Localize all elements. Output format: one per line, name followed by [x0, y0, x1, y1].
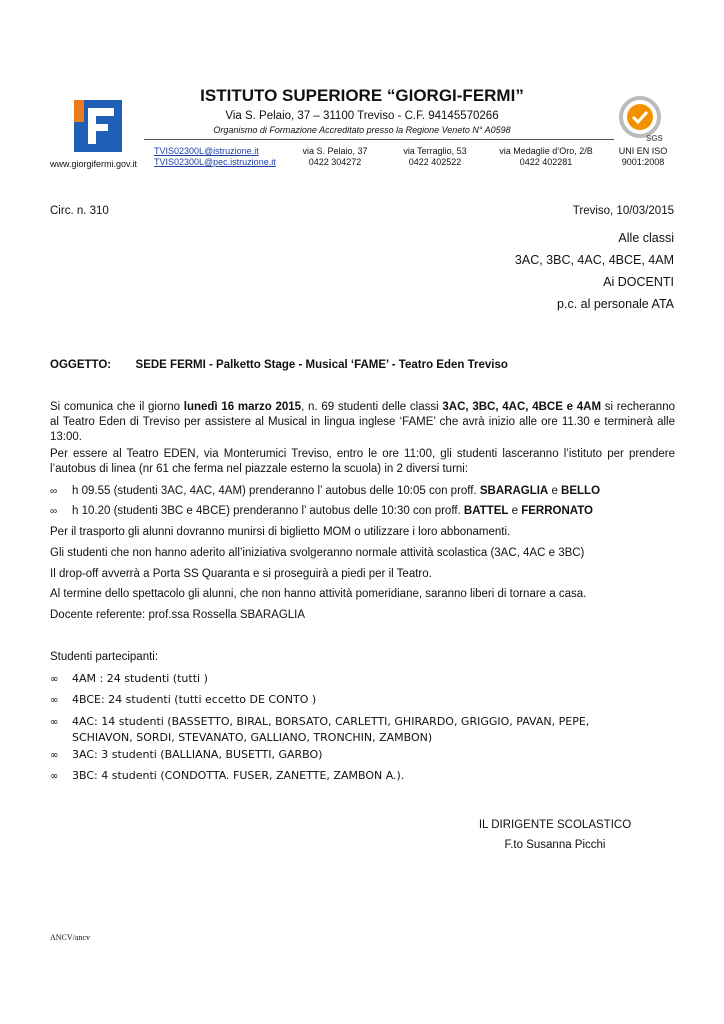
- iso-certification: [612, 146, 674, 168]
- body-line: Per il trasporto gli alunni dovranno munirsi di biglietto MOM o utilizzare i loro abbonamenti.: [50, 526, 511, 538]
- student-list-item: ∞ 4AM : 24 studenti (tutti ): [50, 672, 208, 685]
- recipient-line: Ai DOCENTI: [603, 275, 674, 289]
- bullet-icon: ∞: [50, 695, 59, 706]
- site-street: via Terraglio, 53: [403, 146, 467, 156]
- student-list-item: ∞ 4BCE: 24 studenti (tutti eccetto DE CONTO ): [50, 693, 317, 706]
- student-list-item: ∞ 3AC: 3 studenti (BALLIANA, BUSETTI, GARBO): [50, 748, 323, 761]
- event-date: lunedì 16 marzo 2015: [183, 401, 302, 413]
- body-line: Al termine dello spettacolo gli alunni, che non hanno attività pomeridiane, saranno liberi di tornare a casa.: [50, 588, 587, 600]
- document-date: Treviso, 10/03/2015: [572, 205, 674, 217]
- bullet-icon: ∞: [50, 717, 59, 728]
- bullet-icon: ∞: [50, 506, 58, 517]
- student-list-continuation: SCHIAVON, SORDI, STEVANATO, GALLIANO, TRONCHIN, ZAMBON): [72, 731, 433, 744]
- school-address: Via S. Pelaio, 37 – 31100 Treviso - C.F. 94145570266: [225, 110, 499, 122]
- transport-paragraph: Per essere al Teatro EDEN, via Monterumici Treviso, entro le ore 11:00, gli studenti lasceranno l’istituto per prendere l’autobus di linea (nr 61 che ferma nel piazzale esterno la scuola) in 2 diversi turni:: [50, 448, 675, 475]
- student-list-item: ∞ 4AC: 14 studenti (BASSETTO, BIRAL, BORSATO, CARLETTI, GHIRARDO, GRIGGIO, PAVAN, PEPE,: [50, 715, 590, 728]
- cert-line-2: 9001:2008: [621, 157, 665, 167]
- site-street: via S. Pelaio, 37: [302, 146, 368, 156]
- students-title: Studenti partecipanti:: [50, 651, 159, 663]
- school-title: ISTITUTO SUPERIORE “GIORGI-FERMI”: [200, 86, 524, 105]
- recipient-line: 3AC, 3BC, 4AC, 4BCE, 4AM: [514, 253, 674, 267]
- site-phone: 0422 304272: [308, 157, 362, 167]
- bullet-icon: ∞: [50, 486, 58, 497]
- circular-number: Circ. n. 310: [50, 205, 109, 217]
- header-divider: [144, 139, 614, 140]
- signatory-name: F.to Susanna Picchi: [504, 839, 606, 851]
- site-medaglie: [490, 146, 602, 168]
- site-phone: 0422 402281: [519, 157, 573, 167]
- pec-email-link[interactable]: TVIS02300L@pec.istruzione.it: [154, 157, 276, 167]
- site-phone: 0422 402522: [408, 157, 462, 167]
- bullet-icon: ∞: [50, 771, 59, 782]
- subject-line: [50, 359, 508, 371]
- recipient-line: p.c. al personale ATA: [557, 297, 674, 311]
- student-list-item: ∞ 3BC: 4 studenti (CONDOTTA. FUSER, ZANETTE, ZAMBON A.).: [50, 769, 405, 782]
- site-street: via Medaglie d’Oro, 2/B: [499, 146, 593, 156]
- body-line: Gli studenti che non hanno aderito all’iniziativa svolgeranno normale attività scolastica (3AC, 4AC e 3BC): [50, 547, 585, 559]
- signatory-role: IL DIRIGENTE SCOLASTICO: [478, 819, 632, 831]
- email-block: [154, 146, 276, 168]
- bullet-icon: ∞: [50, 674, 59, 685]
- subject-text: SEDE FERMI - Palketto Stage - Musical ‘FAME’ - Teatro Eden Treviso: [135, 359, 508, 371]
- turn-item: ∞ h 09.55 (studenti 3AC, 4AC, 4AM) prenderanno l’ autobus delle 10:05 con proff. SBARAGLIA e BELLO: [50, 485, 601, 497]
- website[interactable]: www.giorgifermi.gov.it: [50, 159, 137, 169]
- bullet-icon: ∞: [50, 750, 59, 761]
- site-fermi: [290, 146, 380, 168]
- body-line: Il drop-off avverrà a Porta SS Quaranta e si proseguirà a piedi per il Teatro.: [50, 568, 432, 580]
- footer-reference: ANCV/ancv: [50, 933, 90, 942]
- sgs-badge-text: SGS: [646, 134, 663, 143]
- classes-list: 3AC, 3BC, 4AC, 4BCE e 4AM: [442, 401, 602, 413]
- body-line: Docente referente: prof.ssa Rossella SBARAGLIA: [50, 609, 306, 621]
- recipient-line: Alle classi: [618, 231, 674, 245]
- site-terraglio: [390, 146, 480, 168]
- signature-block: [455, 815, 655, 855]
- subject-label: OGGETTO:: [50, 359, 112, 371]
- email-link[interactable]: TVIS02300L@istruzione.it: [154, 146, 259, 156]
- turn-item: ∞ h 10.20 (studenti 3BC e 4BCE) prenderanno l’ autobus delle 10:30 con proff. BATTEL e FERRONATO: [50, 505, 593, 517]
- organism-accreditation: Organismo di Formazione Accreditato presso la Regione Veneto N° A0598: [213, 125, 511, 135]
- cert-line-1: UNI EN ISO: [618, 146, 668, 156]
- sgs-certification-icon: [616, 95, 664, 143]
- intro-paragraph: Si comunica che il giorno lunedì 16 marzo 2015, n. 69 studenti delle classi 3AC, 3BC, 4AC, 4BCE e 4AM si recheranno al Teatro Eden di Treviso per assistere al Musical in lingua inglese ‘FAME’ che avrà inizio alle ore 11.30 e terminerà alle 13:00.: [50, 401, 675, 443]
